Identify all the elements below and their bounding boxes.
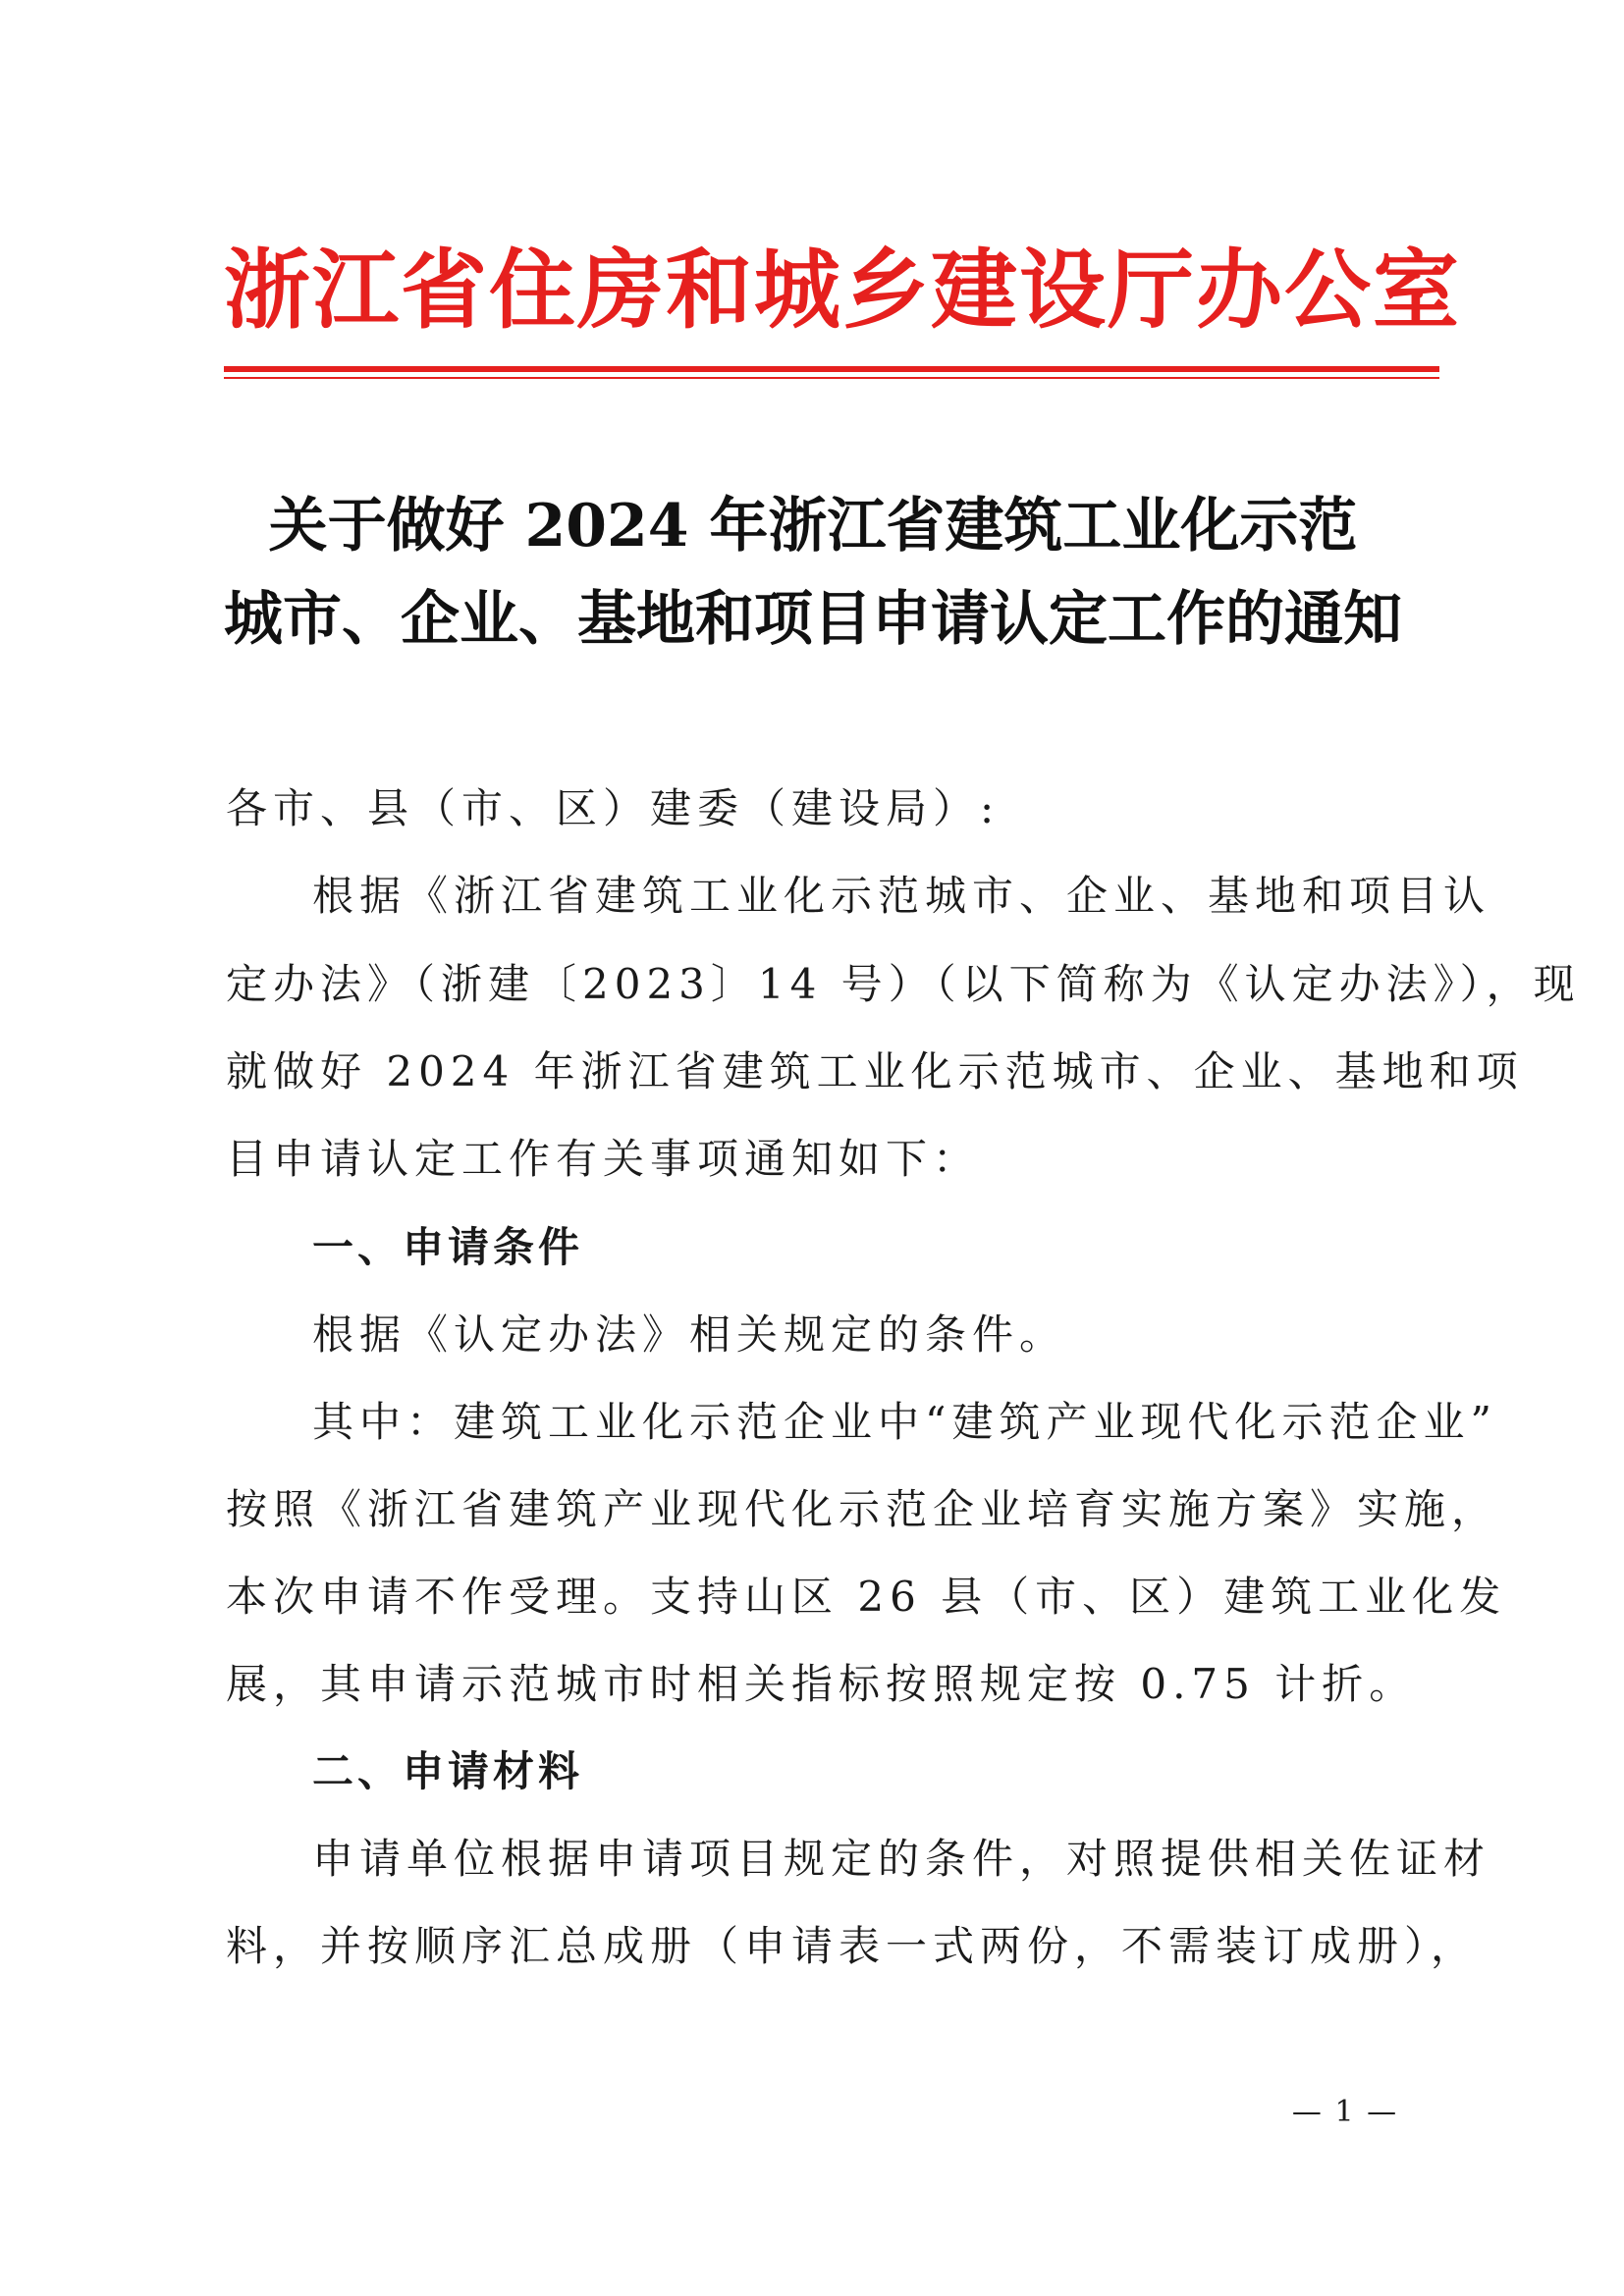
red-header-rule-thin — [224, 377, 1439, 379]
paragraph-line: 根据《认定办法》相关规定的条件。 — [312, 1310, 1067, 1359]
issuing-office-title: 浙江省住房和城乡建设厅办公室 — [224, 240, 1462, 341]
paragraph-line: 其中：建筑工业化示范企业中“建筑产业现代化示范企业” — [312, 1398, 1497, 1446]
paragraph-line: 按照《浙江省建筑产业现代化示范企业培育实施方案》实施， — [226, 1485, 1499, 1533]
section-heading-materials: 二、申请材料 — [312, 1747, 584, 1795]
paragraph-line: 根据《浙江省建筑工业化示范城市、企业、基地和项目认 — [312, 872, 1491, 920]
document-title-line-1: 关于做好 2024 年浙江省建筑工业化示范 — [268, 492, 1358, 561]
paragraph-line: 本次申请不作受理。支持山区 26 县（市、区）建筑工业化发 — [226, 1573, 1507, 1621]
paragraph-line: 展，其申请示范城市时相关指标按照规定按 0.75 计折。 — [226, 1660, 1417, 1708]
paragraph-line: 料，并按顺序汇总成册（申请表一式两份，不需装订成册）， — [226, 1922, 1479, 1970]
section-heading-conditions: 一、申请条件 — [312, 1223, 584, 1271]
paragraph-line: 目申请认定工作有关事项通知如下： — [226, 1135, 981, 1183]
paragraph-line: 定办法》（浙建〔2023〕14 号）（以下简称为《认定办法》），现 — [226, 960, 1581, 1008]
document-title-line-2: 城市、企业、基地和项目申请认定工作的通知 — [224, 585, 1402, 654]
page-number: — 1 — — [1291, 2095, 1399, 2129]
paragraph-line: 申请单位根据申请项目规定的条件，对照提供相关佐证材 — [312, 1835, 1491, 1883]
paragraph-line: 就做好 2024 年浙江省建筑工业化示范城市、企业、基地和项 — [226, 1047, 1524, 1095]
red-header-rule-thick — [224, 366, 1439, 372]
salutation: 各市、县（市、区）建委（建设局）: — [226, 784, 1001, 832]
